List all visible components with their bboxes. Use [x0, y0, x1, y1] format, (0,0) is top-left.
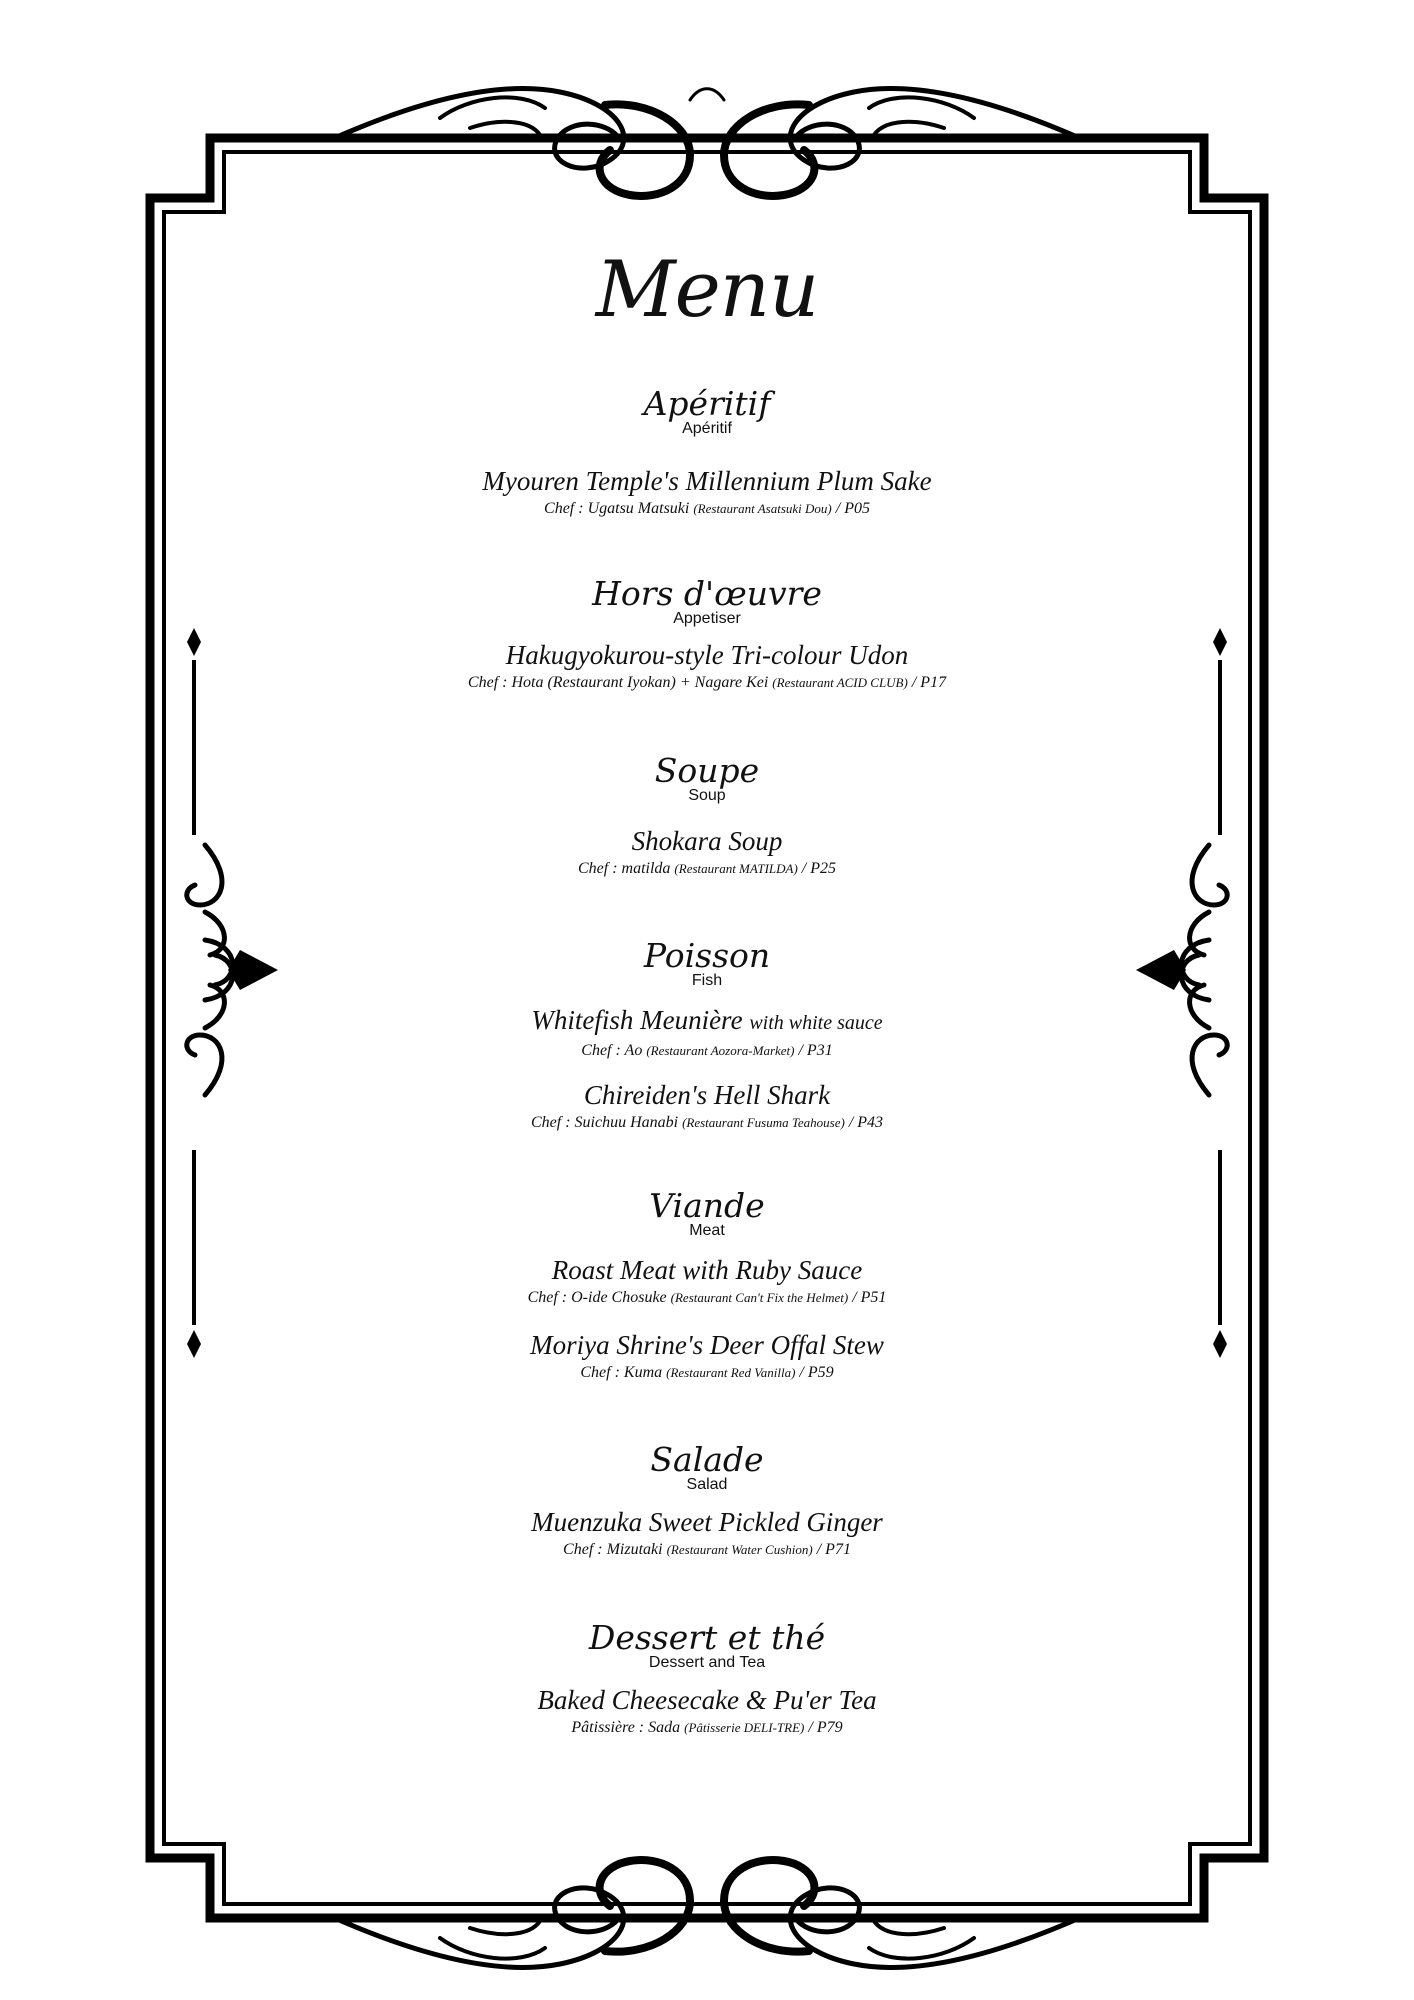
left-side-ornament: [187, 628, 278, 1358]
course-title-en: Soup: [688, 787, 726, 804]
dish-name: Whitefish Meunière with white sauce: [531, 1005, 883, 1035]
dish-name: Shokara Soup: [631, 826, 783, 856]
dish-credit: Chef : Ao (Restaurant Aozora-Market) / P31: [581, 1042, 833, 1059]
menu-item: [0, 1685, 1414, 1738]
course-title-en: Apéritif: [682, 420, 732, 437]
menu-item: [0, 1005, 1414, 1061]
course-title-fr: Salade: [650, 1440, 764, 1479]
course-title-fr: Hors d'œuvre: [592, 574, 822, 613]
course-heading: [0, 753, 1414, 805]
dish-credit: Chef : O-ide Chosuke (Restaurant Can't Fix the Helmet) / P51: [527, 1289, 887, 1306]
menu-item: [0, 640, 1414, 693]
menu-item: [0, 1330, 1414, 1383]
course-title-fr: Apéritif: [643, 384, 771, 423]
course-heading: [0, 938, 1414, 990]
dish-credit: Chef : Mizutaki (Restaurant Water Cushion) / P71: [563, 1541, 851, 1558]
dish-credit: Chef : Kuma (Restaurant Red Vanilla) / P59: [580, 1364, 834, 1381]
course-title-fr: Viande: [649, 1186, 765, 1225]
right-side-ornament: [1136, 628, 1227, 1358]
menu-item: [0, 1507, 1414, 1560]
menu-item: [0, 826, 1414, 879]
dish-name: Myouren Temple's Millennium Plum Sake: [482, 466, 932, 496]
course-heading: [0, 1442, 1414, 1494]
menu-item: [0, 466, 1414, 519]
dish-name: Muenzuka Sweet Pickled Ginger: [531, 1507, 883, 1537]
dish-credit: Chef : matilda (Restaurant MATILDA) / P25: [577, 860, 837, 877]
course-title-en: Meat: [689, 1222, 725, 1239]
course-heading: [0, 1188, 1414, 1240]
course-title-en: Dessert and Tea: [648, 1654, 766, 1671]
dish-credit: Pâtissière : Sada (Pâtisserie DELI-TRE) / P79: [571, 1719, 843, 1736]
dish-name: Chireiden's Hell Shark: [583, 1080, 831, 1110]
dish-name: Baked Cheesecake & Pu'er Tea: [537, 1685, 877, 1715]
dish-name: Hakugyokurou-style Tri-colour Udon: [505, 640, 909, 670]
course-heading: [0, 576, 1414, 628]
course-title-en: Fish: [691, 972, 723, 989]
dish-credit: Chef : Suichuu Hanabi (Restaurant Fusuma Teahouse) / P43: [530, 1114, 884, 1131]
dish-credit: Chef : Ugatsu Matsuki (Restaurant Asatsuki Dou) / P05: [544, 500, 870, 517]
menu-title: Menu: [595, 245, 819, 335]
dish-name: Roast Meat with Ruby Sauce: [551, 1255, 863, 1285]
menu-item: [0, 1080, 1414, 1133]
course-title-fr: Poisson: [643, 936, 771, 975]
course-title-en: Salad: [686, 1476, 728, 1493]
course-title-en: Appetiser: [673, 610, 741, 627]
course-title-fr: Dessert et thé: [588, 1618, 826, 1657]
dish-name: Moriya Shrine's Deer Offal Stew: [530, 1330, 884, 1360]
course-heading: [0, 1620, 1414, 1672]
dish-note: with white sauce: [749, 1012, 883, 1034]
course-heading: [0, 386, 1414, 438]
dish-credit: Chef : Hota (Restaurant Iyokan) + Nagare Kei (Restaurant ACID CLUB) / P17: [467, 674, 947, 691]
menu-item: [0, 1255, 1414, 1308]
course-title-fr: Soupe: [654, 751, 760, 790]
